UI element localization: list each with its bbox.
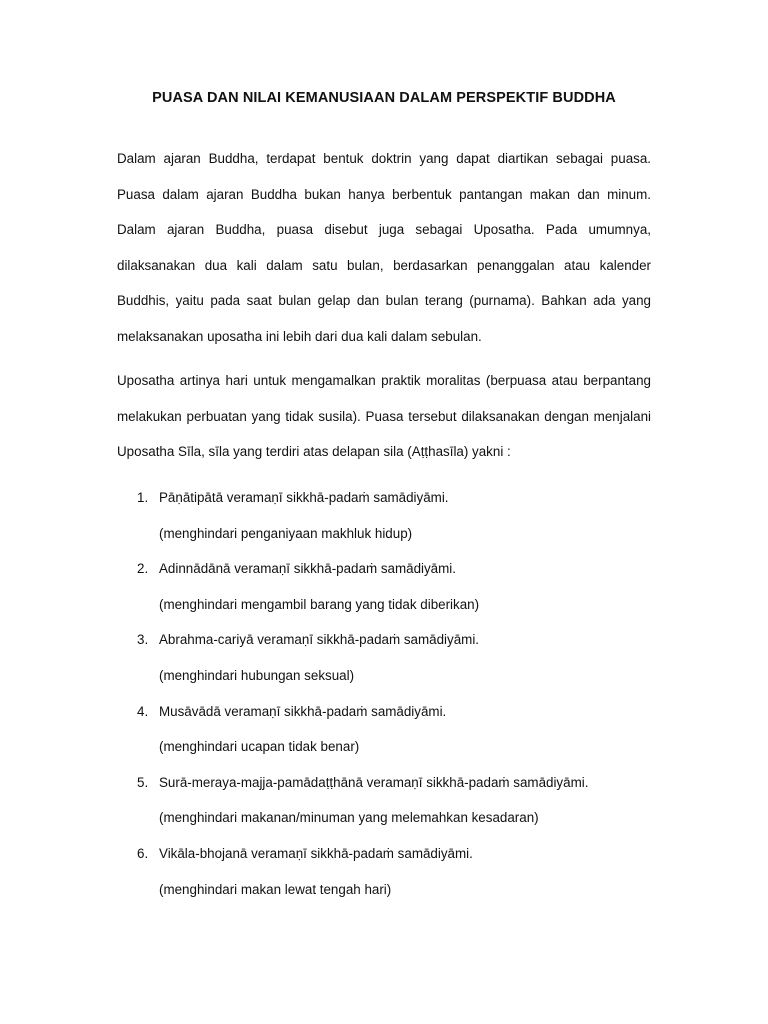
list-number: 1.: [137, 490, 149, 505]
paragraph-text: Uposatha artinya hari untuk mengamalkan praktik moralitas (berpuasa atau berpantang melakukan perbuatan yang tidak susila). Puasa tersebut dilaksanakan dengan menjalani Uposatha Sīla, sīla yang terdiri atas delapan sila (Aṭṭhasīla) yakni :: [117, 373, 651, 460]
list-item: [117, 622, 651, 693]
document-title: PUASA DAN NILAI KEMANUSIAAN DALAM PERSPEKTIF BUDDHA: [152, 90, 616, 106]
list-item: [117, 765, 651, 836]
list-item: [117, 480, 651, 551]
precept-pali: Vikāla-bhojanā veramaṇī sikkhā-padaṁ samādiyāmi.: [159, 845, 473, 861]
list-item: [117, 551, 651, 622]
list-number: 2.: [137, 561, 149, 577]
list-number: 4.: [137, 703, 149, 719]
list-item: [117, 836, 651, 907]
precept-meaning: (menghindari hubungan seksual): [159, 667, 355, 683]
precept-meaning: (menghindari makan lewat tengah hari): [159, 881, 392, 897]
precept-pali: Adinnādānā veramaṇī sikkhā-padaṁ samādiyāmi.: [159, 561, 456, 577]
precept-meaning: (menghindari ucapan tidak benar): [159, 739, 360, 755]
paragraph-intro: [117, 141, 651, 355]
precept-pali: Surā-meraya-majja-pamādaṭṭhānā veramaṇī sikkhā-padaṁ samādiyāmi.: [159, 774, 589, 790]
list-item: [117, 694, 651, 765]
precept-pali: Abrahma-cariyā veramaṇī sikkhā-padaṁ samādiyāmi.: [159, 632, 480, 648]
list-number: 6.: [137, 845, 149, 861]
list-number: 5.: [137, 774, 149, 790]
precept-pali: Musāvādā veramaṇī sikkhā-padaṁ samādiyāmi.: [159, 703, 447, 719]
paragraph-uposatha: [117, 363, 651, 470]
precept-meaning: (menghindari mengambil barang yang tidak diberikan): [159, 596, 480, 612]
list-number: 3.: [137, 632, 149, 648]
precept-meaning: (menghindari penganiyaan makhluk hidup): [159, 525, 413, 541]
precept-meaning: (menghindari makanan/minuman yang melemahkan kesadaran): [159, 810, 539, 826]
paragraph-text: Dalam ajaran Buddha, terdapat bentuk doktrin yang dapat diartikan sebagai puasa. Puasa dalam ajaran Buddha bukan hanya berbentuk pantangan makan dan minum. Dalam ajaran Buddha, puasa disebut juga sebagai Uposatha. Pada umumnya, dilaksanakan dua kali dalam satu bulan, berdasarkan penanggalan atau kalender Buddhis, yaitu pada saat bulan gelap dan bulan terang (purnama). Bahkan ada yang melaksanakan uposatha ini lebih dari dua kali dalam sebulan.: [117, 151, 651, 344]
precept-pali: Pāṇātipātā veramaṇī sikkhā-padaṁ samādiyāmi.: [159, 490, 449, 505]
precepts-list: [117, 480, 651, 907]
